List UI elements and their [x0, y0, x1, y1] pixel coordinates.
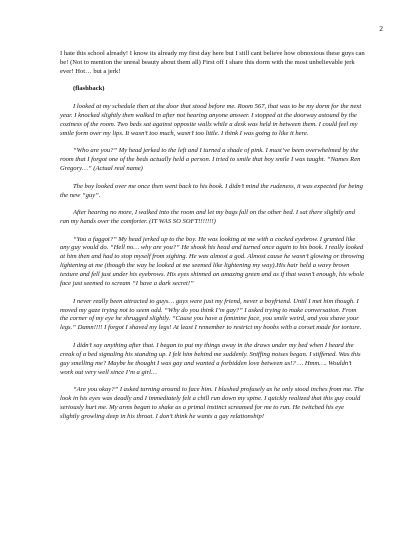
story-paragraph: “Are you okay?” I asked turning around to face him. I blushed profusely as he only stood inches from me. The look in his eyes was deadly and I immediately felt a chill run down my spine. I quickly realized that this guy could seriously hurt me. My arms began to shake as a primal instinct screamed for me to run. He twitched his eye slightly growling deep in his throat. I don’t think he wants a gay relationship! — [60, 386, 364, 420]
story-paragraph: I never really been attracted to guys… guys were just my friend, never a boyfriend. Until I met him though. I moved my gaze trying not to seem odd. “Why do you think I’m gay?” I asked trying to make conversation. From the corner of my eye he shrugged slightly. “Cause you have a feminine face, you smile weird, and you shave your legs.” Damn!!!! I forgot I shaved my legs! At least I remember to restrict my boobs with a corset made for torture. — [60, 297, 362, 332]
intro-paragraph: I hate this school already! I know its already my first day here but I still cant believe how obnoxious these guys can be! (Not to mention the unreal beauty about them all) First off I share this dorm with the most unbelievable jerk ever! Hot… but a jerk! — [60, 50, 365, 75]
story-paragraph: I looked at my schedule then at the door that stood before me. Room 567, that was to be my dorm for the next year. I knocked slightly then walked in after not hearing anyone answer. I stopped at the doorway astound by the coziness of the room. Two beds sat against opposite walls while a desk was held in between them. I could feel my smile form over my lips. It wasn’t too much, wasn’t too little. I think I was going to like it here. — [60, 103, 362, 137]
page-number: 2 — [379, 24, 383, 33]
story-paragraph: After hearing no more, I walked into the room and let my bags fall on the other bed. I sat there slightly and ran my hands over the comforter. (IT WAS SO SOFT!!!!!!!) — [60, 209, 356, 226]
story-paragraph: “Who are you?” My head jerked to the left and I turned a shade of pink. I must’ve been overwhelmed by the room that I forgot one of the beds actually held a person. I tried to smile that boy smile I was taught. “Names Ren Gregory…” (Actual real name) — [60, 147, 361, 173]
story-paragraph: I didn’t say anything after that. I began to put my things away in the draws under my bed when I heard the creak of a bed signaling his standing up. I felt him behind me suddenly. Sniffing noises began. I stiffened. Was this guy smelling me? Maybe he thought I was gay and wanted a forbidden love between us!? … Hmm…. Wouldn’t work out very well since I’m a girl… — [60, 341, 361, 376]
story-paragraph: “You a faggot?” My head jerked up to the boy. He was looking at me with a cocked eyebrow. I grunted like any guy would do. “Hell no… why are you?” He shook his head and turned once again to his book. I really looked at him then and had to stop myself from sighing. He was almost a god. Almost cause he wasn’t glowing or throwing lightening at me (though the way he looked at me seemed like lightening my way).His hair held a wavy brown texture and fell just under his eyebrows. His eyes shinned an amazing green and as if that wasn’t enough, his whole face just seemed to scream “I have a dark secret!” — [60, 235, 365, 288]
story-paragraph: The boy looked over me once then went back to his book. I didn’t mind the rudeness, it was expected for being the new “guy”. — [60, 182, 363, 199]
section-heading: (flashback) — [73, 85, 105, 93]
document-body — [60, 50, 365, 430]
